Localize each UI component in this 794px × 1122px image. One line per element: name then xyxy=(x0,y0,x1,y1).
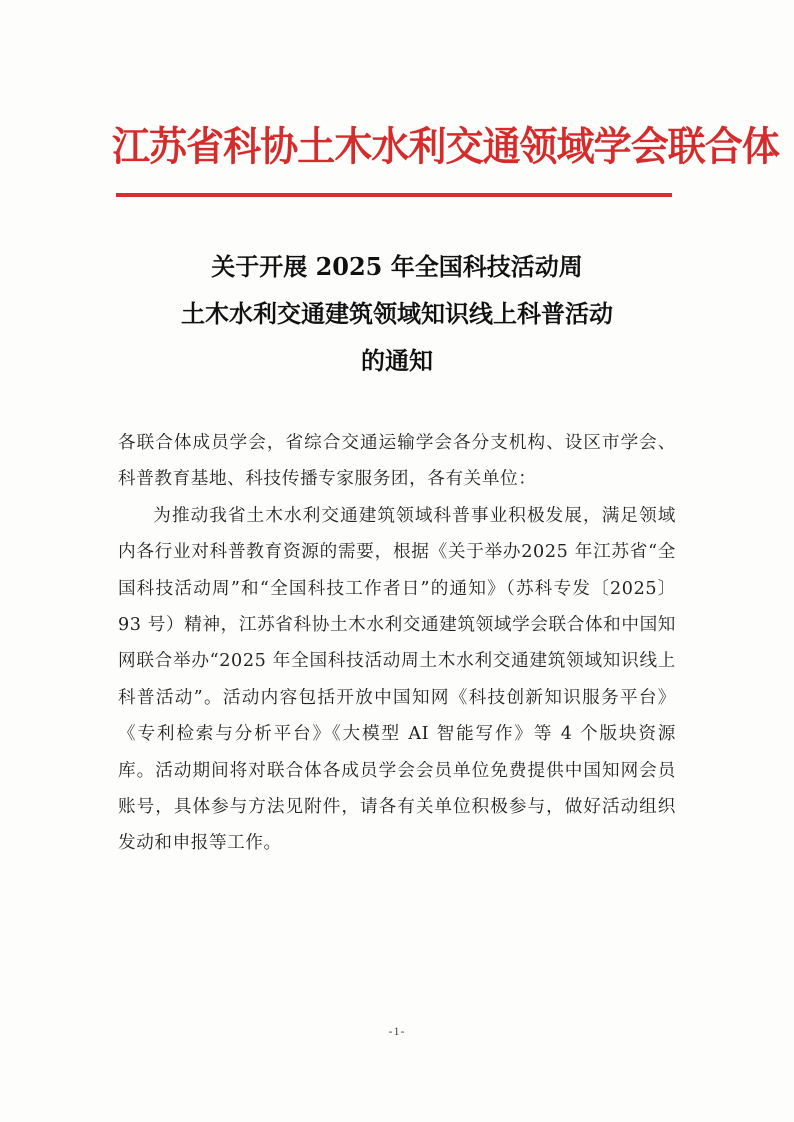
page-number: -1- xyxy=(388,1024,406,1038)
title-line-3: 的通知 xyxy=(361,346,433,375)
document-title xyxy=(100,243,694,384)
letterhead-org-name: 江苏省科协土木水利交通领域学会联合体 xyxy=(112,123,779,170)
main-paragraph: 为推动我省土木水利交通建筑领域科普事业积极发展，满足领域内各行业对科普教育资源的需要，根据《关于举办2025 年江苏省“全国科技活动周”和“全国科技工作者日”的通知》（苏科专发〔2025〕93 号）精神，江苏省科协土木水利交通建筑领域学会联合体和中国知网联合举办“2025 年全国科技活动周土木水利交通建筑领域知识线上科普活动”。活动内容包括开放中国知网《科技创新知识服务平台》《专利检索与分析平台》《大模型 AI 智能写作》等 4 个版块资源库。活动期间将对联合体各成员学会会员单位免费提供中国知网会员账号，具体参与方法见附件，请各有关单位积极参与，做好活动组织发动和申报等工作。 xyxy=(118,505,676,854)
title-line-2: 土木水利交通建筑领域知识线上科普活动 xyxy=(181,299,613,328)
salutation-paragraph: 各联合体成员学会，省综合交通运输学会各分支机构、设区市学会、科普教育基地、科技传播专家服务团，各有关单位： xyxy=(118,433,676,490)
title-line-1: 关于开展 2025 年全国科技活动周 xyxy=(211,252,583,281)
letterhead-red-rule xyxy=(116,193,672,197)
document-body xyxy=(118,425,676,862)
